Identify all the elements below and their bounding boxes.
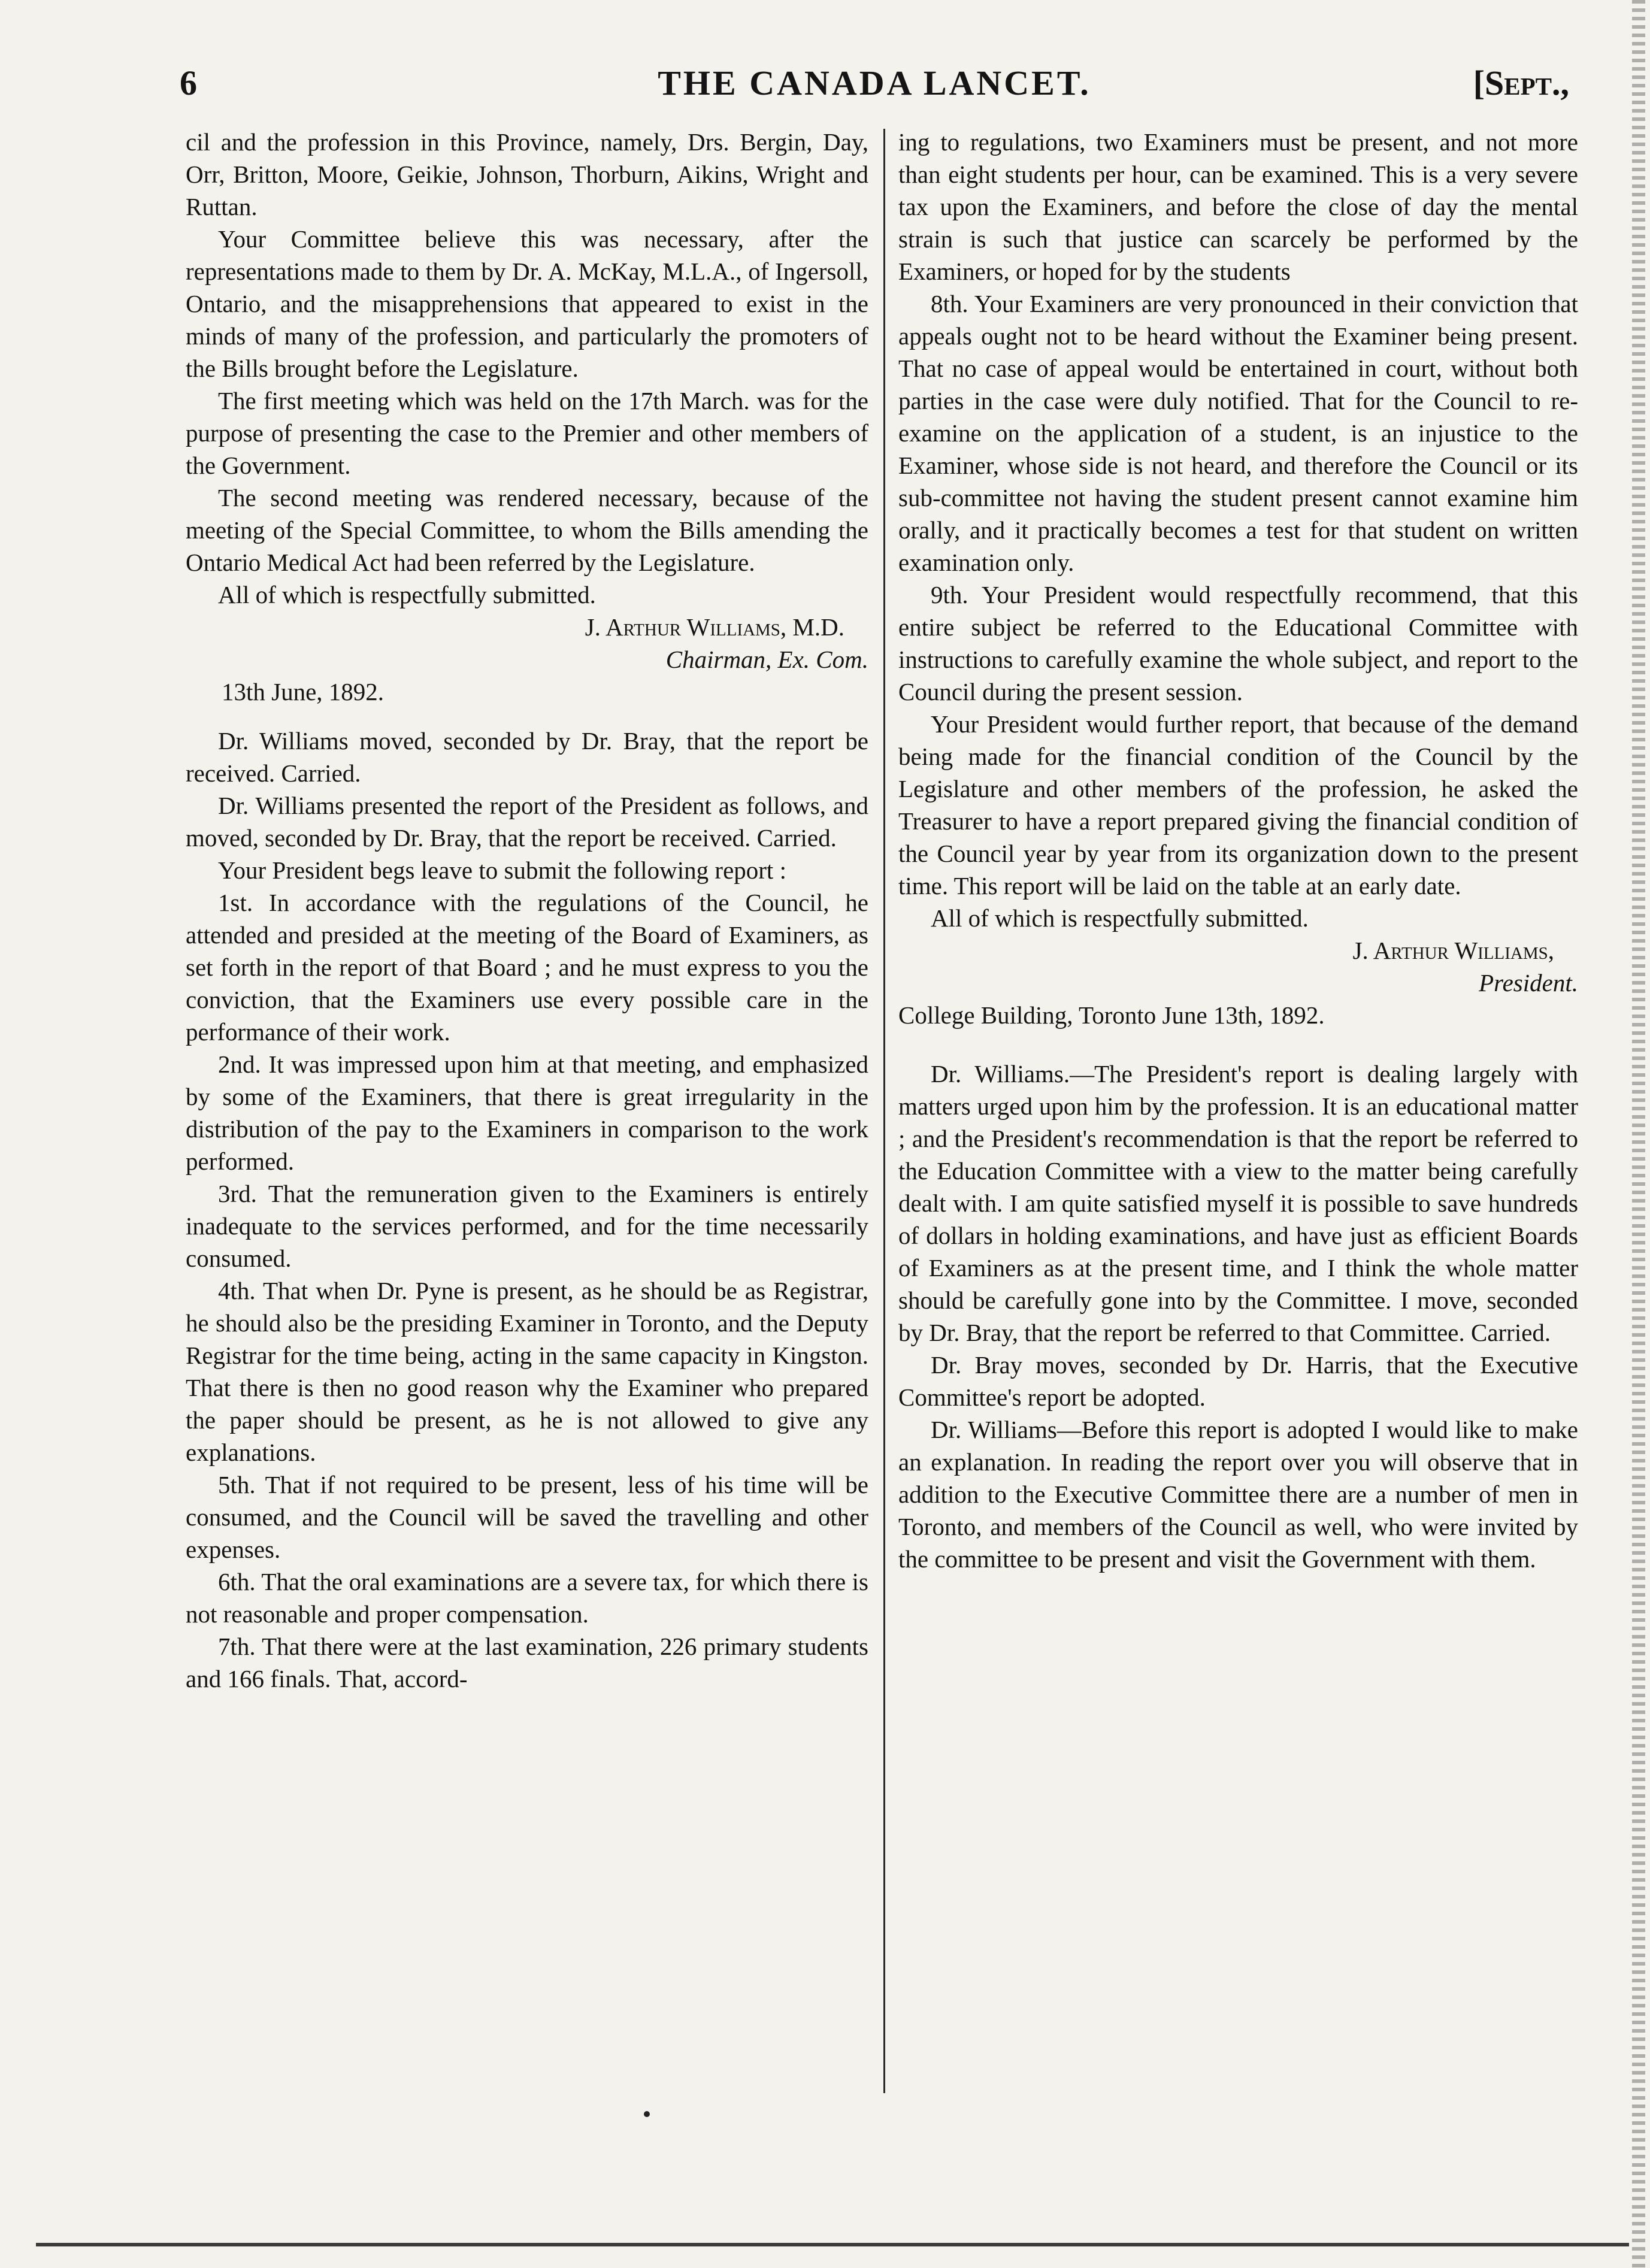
paragraph: Your Committee believe this was necessary, after the representations made to them by Dr. A. McKay, M.L.A., of Ingersoll, Ontario, and the misapprehensions that appeared to exist in the minds of many of the profession, and particularly the promoters of the Bills brought before the Legislature. [186, 225, 868, 382]
column-divider [883, 129, 885, 2093]
signature-title: Chairman, Ex. Com. [665, 646, 868, 673]
paragraph: 4th. That when Dr. Pyne is present, as he should be as Registrar, he should also be the presiding Examiner in Toronto, and the Deputy Registrar for the time being, acting in the same capacity in Kingston. That there is then no good reason why the Examiner who prepared the paper should be present, as he is not allowed to give any explanations. [186, 1277, 868, 1466]
left-column [186, 126, 868, 1695]
paragraph: All of which is respectfully submitted. [218, 581, 596, 608]
paragraph: Dr. Williams—Before this report is adopted I would like to make an explanation. In reading the report over you will observe that in addition to the Executive Committee there are a number of men in Toronto, and members of the Council as well, who were invited by the committee to be present and visit the Government with them. [898, 1416, 1578, 1573]
right-column [898, 126, 1578, 1575]
paragraph: ing to regulations, two Examiners must be present, and not more than eight students per hour, can be examined. This is a very severe tax upon the Examiners, and before the close of day the mental strain is such that justice can scarcely be performed by the Examiners, or hoped for by the students [898, 128, 1578, 285]
header-month: [Sept., [1473, 63, 1569, 102]
paragraph: Your President begs leave to submit the following report : [218, 856, 786, 884]
paragraph: Dr. Williams presented the report of the President as follows, and moved, seconded by Dr. Bray, that the report be received. Carried. [186, 792, 868, 852]
paragraph: 6th. That the oral examinations are a severe tax, for which there is not reasonable and proper compensation. [186, 1568, 868, 1628]
paragraph: Your President would further report, that because of the demand being made for the financial condition of the Council by the Legislature and other members of the profession, he asked the Treasurer to have a report prepared giving the financial condition of the Council year by year from its organization down to the present time. This report will be laid on the table at an early date. [898, 710, 1578, 900]
paragraph: 9th. Your President would respectfully recommend, that this entire subject be referred to the Educational Committee with instructions to carefully examine the whole subject, and report to the Council during the present session. [898, 581, 1578, 705]
signature-title: President. [1479, 969, 1578, 997]
paragraph: The second meeting was rendered necessary, because of the meeting of the Special Committee, to whom the Bills amending the Ontario Medical Act had been referred by the Legislature. [186, 484, 868, 576]
paragraph: Dr. Williams moved, seconded by Dr. Bray, that the report be received. Carried. [186, 727, 868, 787]
signature-name: J. Arthur Williams, [1352, 937, 1554, 964]
paragraph: 2nd. It was impressed upon him at that meeting, and emphasized by some of the Examiners, that there is great irregularity in the distribution of the pay to the Examiners in comparison to the work performed. [186, 1050, 868, 1175]
journal-title: THE CANADA LANCET. [658, 63, 1091, 102]
page-edge [1632, 0, 1645, 2268]
paragraph: 7th. That there were at the last examination, 226 primary students and 166 finals. That, accord- [186, 1633, 868, 1692]
page-number: 6 [180, 63, 197, 102]
paragraph: 3rd. That the remuneration given to the Examiners is entirely inadequate to the services performed, and for the time necessarily consumed. [186, 1180, 868, 1272]
paragraph: The first meeting which was held on the 17th March. was for the purpose of presenting the case to the Premier and other members of the Government. [186, 387, 868, 479]
bottom-rule [36, 2243, 1629, 2246]
paragraph: Dr. Williams.—The President's report is dealing largely with matters urged upon him by the profession. It is an educational matter ; and the President's recommendation is that the report be referred to the Education Committee with a view to the matter being carefully dealt with. I am quite satisfied myself it is possible to save hundreds of dollars in holding examinations, and have just as efficient Boards of Examiners as at the present time, and I think the whole matter should be carefully gone into by the Committee. I move, seconded by Dr. Bray, that the report be referred to that Committee. Carried. [898, 1060, 1578, 1346]
running-header [180, 63, 1569, 117]
page-mark [644, 2111, 650, 2117]
paragraph: 8th. Your Examiners are very pronounced in their conviction that appeals ought not to be heard without the Examiner being present. That no case of appeal would be entertained in court, without both parties in the case were duly notified. That for the Council to re-examine on the application of a student, is an injustice to the Examiner, whose side is not heard, and therefore the Council or its sub-committee not having the student present cannot examine him orally, and it practically becomes a test for that student on written examination only. [898, 290, 1578, 576]
paragraph: 5th. That if not required to be present, less of his time will be consumed, and the Council will be saved the travelling and other expenses. [186, 1471, 868, 1563]
paragraph: cil and the profession in this Province, namely, Drs. Bergin, Day, Orr, Britton, Moore, Geikie, Johnson, Thorburn, Aikins, Wright and Ruttan. [186, 128, 868, 220]
paragraph: 1st. In accordance with the regulations of the Council, he attended and presided at the meeting of the Board of Examiners, as set forth in the report of that Board ; and he must express to you the conviction, that the Examiners use every possible care in the performance of their work. [186, 889, 868, 1046]
report-date: 13th June, 1892. [222, 678, 385, 705]
paragraph: Dr. Bray moves, seconded by Dr. Harris, that the Executive Committee's report be adopted. [898, 1351, 1578, 1411]
signature-name: J. Arthur Williams, M.D. [585, 613, 844, 641]
report-date: College Building, Toronto June 13th, 1892. [898, 1001, 1325, 1029]
paragraph: All of which is respectfully submitted. [931, 904, 1309, 932]
